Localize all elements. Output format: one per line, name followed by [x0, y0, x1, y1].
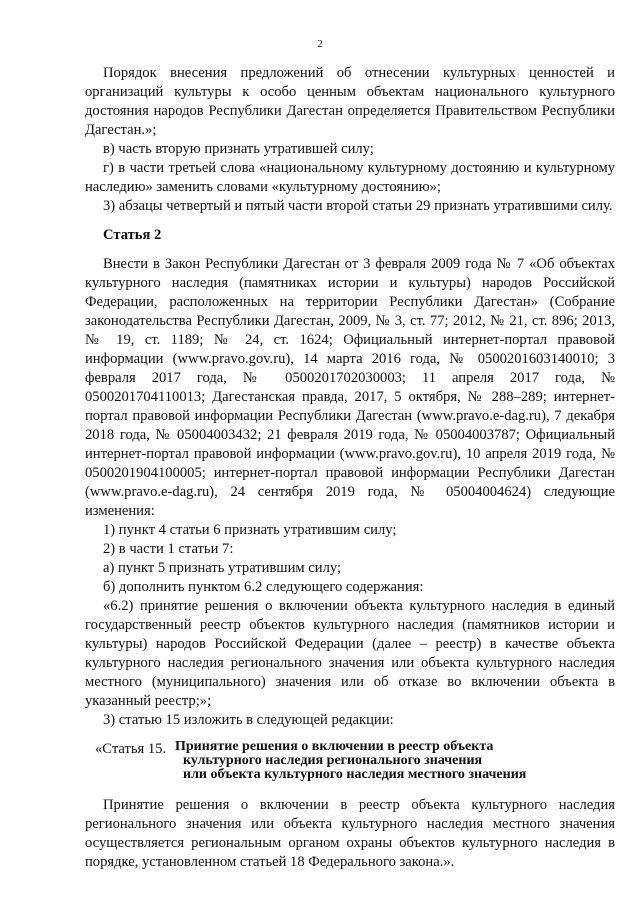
list-item: а) пункт 5 признать утратившим силу; [103, 560, 342, 576]
article-2-intro: Внести в Закон Республики Дагестан от 3 февраля 2009 года № 7 «Об объектах культурного наследия (памятниках истории и культуры) народов Российской Федерации, расположенных на территории Республики Дагестан» (Собрание законодательства Республики Дагестан, 2009, № 3, ст. 77; 2012, № 21, ст. 896; 2013, № 19, ст. 1189; № 24, ст. 1624; Официальный интернет-портал правовой информации (www.pravo.gov.ru), 14 марта 2016 года, № 0500201603140010; 3 февраля 2017 года, № 0500201702030003; 11 апреля 2017 года, № 0500201704110013; Дагестанская правда, 2017, 5 октября, № 288–289; интернет-портал правовой информации Республики Дагестан (www.pravo.e-dag.ru), 7 декабря 2018 года, № 05004003432; 21 февраля 2019 года, № 05004003787; Официальный интернет-портал правовой информации (www.pravo.gov.ru), 10 апреля 2019 года, № 0500201904100005; интернет-портал правовой информации Республики Дагестан (www.pravo.e-dag.ru), 24 сентября 2019 года, № 05004004624) следующие изменения: [85, 256, 615, 519]
list-item: 2) в части 1 статьи 7: [103, 541, 234, 557]
quoted-item: «6.2) принятие решения о включении объекта культурного наследия в единый государственный реестр объектов культурного наследия (памятников истории и культуры) народов Российской Федерации (далее – реестр) в качестве объекта культурного наследия регионального значения или объекта культурного наследия местного (муниципального) значения или об отказе во включении объекта в указанный реестр;»; [85, 598, 615, 709]
document-body [85, 64, 615, 872]
article-15-title-line: культурного наследия регионального значения [183, 753, 483, 768]
page-number: 2 [317, 38, 323, 50]
list-item: 3) статью 15 изложить в следующей редакции: [103, 712, 394, 728]
article-15-title-line: или объекта культурного наследия местного значения [183, 767, 527, 782]
paragraph: Порядок внесения предложений об отнесении культурных ценностей и организаций культуры к особо ценным объектам национального культурного достояния народов Республики Дагестан определяется Правительством Республики Дагестан.»; [85, 65, 615, 138]
paragraph: в) часть вторую признать утратившей силу; [103, 141, 374, 157]
article-15-heading [85, 740, 615, 782]
article-15-text: Принятие решения о включении в реестр объекта культурного наследия регионального значения или объекта культурного наследия местного значения осуществляется региональным органом охраны объектов культурного наследия в порядке, установленном статьей 18 Федерального закона.». [85, 797, 615, 870]
list-item: б) дополнить пунктом 6.2 следующего содержания: [103, 579, 424, 595]
article-2-heading: Статья 2 [103, 227, 162, 243]
list-item: 1) пункт 4 статьи 6 признать утратившим силу; [103, 522, 397, 538]
article-15-title-line: Принятие решения о включении в реестр объекта [175, 739, 494, 754]
paragraph: г) в части третьей слова «национальному культурному достоянию и культурному наследию» заменить словами «культурному достоянию»; [85, 160, 615, 195]
paragraph: 3) абзацы четвертый и пятый части второй статьи 29 признать утратившими силу. [103, 198, 613, 214]
article-15-title [175, 740, 526, 782]
article-15-number: «Статья 15. [95, 741, 167, 757]
